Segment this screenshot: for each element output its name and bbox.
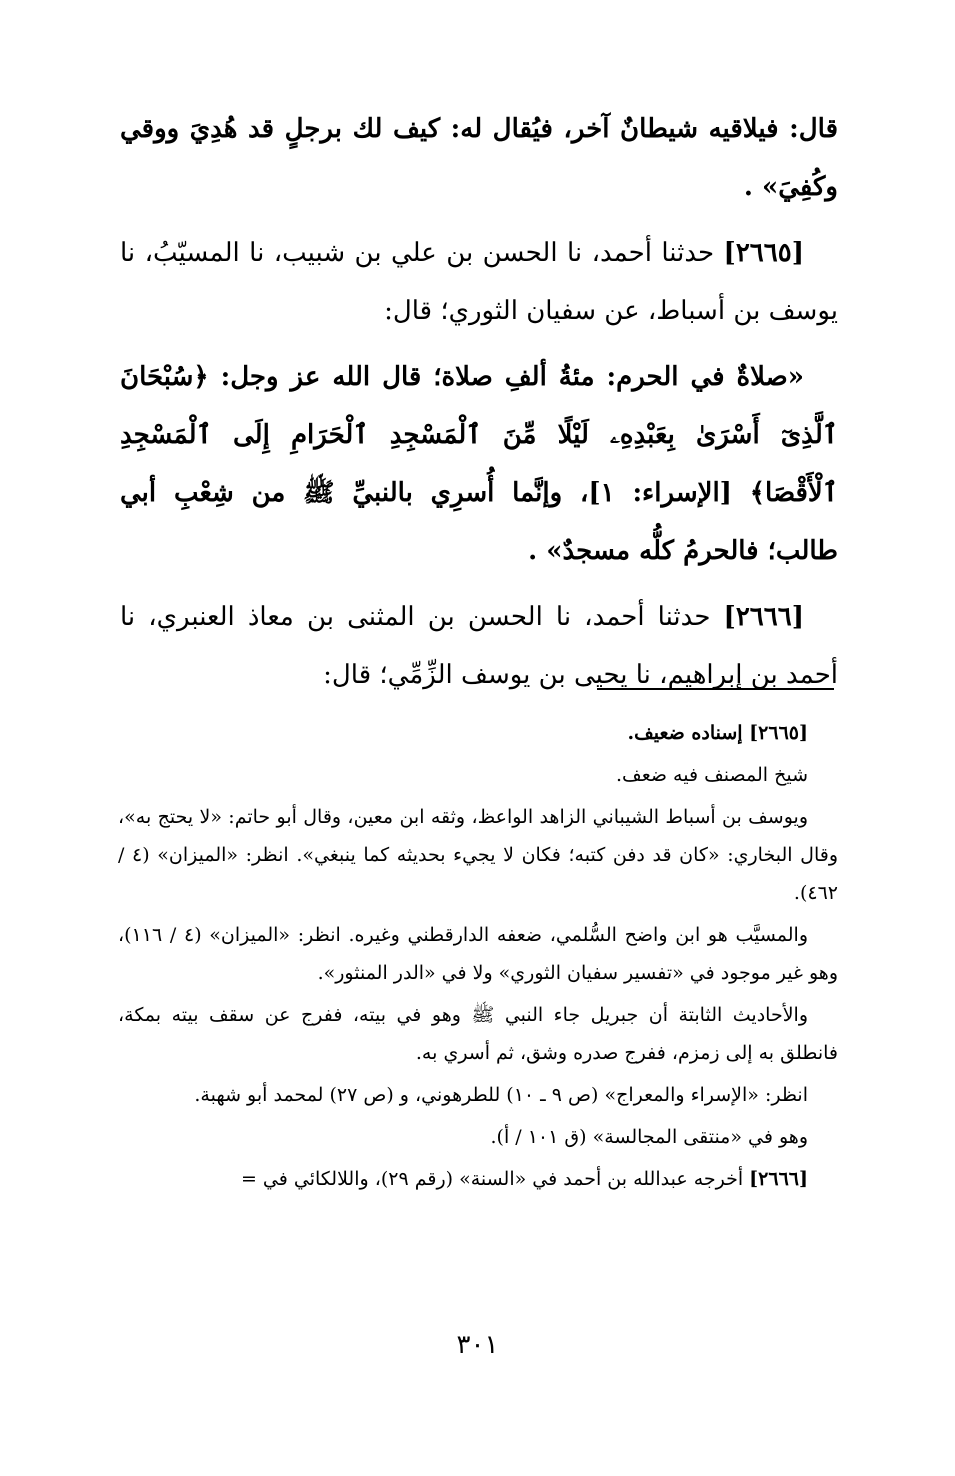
footnote-separator [597, 688, 834, 690]
footnote-line: انظر: «الإسراء والمعراج» (ص ٩ ـ ١٠) للطرهوني، و (ص ٢٧) لمحمد أبو شهبة. [194, 1084, 808, 1106]
footnote-line: والأحاديث الثابتة أن جبريل جاء النبي ﷺ وهو في بيته، ففرج عن سقف بيته بمكة، فانطلق به إلى زمزم، ففرج صدره وشق، ثم أسري به. [118, 1004, 838, 1064]
footnote-line: وهو في «منتقى المجالسة» (ق ١٠١ / أ). [490, 1126, 808, 1148]
isnad-2665: حدثنا أحمد، نا الحسن بن علي بن شبيب، نا المسيّبُ، نا يوسف بن أسباط، عن سفيان الثوري؛ قال: [120, 238, 838, 326]
footnote-2666-number: [٢٦٦٦] [749, 1168, 808, 1190]
footnote-2666-text: أخرجه عبدالله بن أحمد في «السنة» (رقم ٢٩)، واللالكائي في = [240, 1168, 750, 1190]
footnote-2666 [118, 1160, 838, 1198]
footnote-2665-head: [٢٦٦٥] إسناده ضعيف. [627, 722, 808, 744]
footnotes [118, 714, 838, 1202]
hadith-number-2666: [٢٦٦٦] [723, 602, 804, 632]
matn-2665-b: [الإسراء: ١]، وإنَّما أُسرِي بالنبيِّ ﷺ من شِعْبِ أبي طالب؛ فالحرمُ كلُّه مسجدٌ» . [120, 478, 838, 566]
isnad-2666: حدثنا أحمد، نا الحسن بن المثنى بن معاذ العنبري، نا أحمد بن إبراهيم، نا يحيى بن يوسف الزِّمِّي؛ قال: [120, 602, 838, 690]
footnote-line: والمسيَّب هو ابن واضح السُّلمي، ضعفه الدارقطني وغيره. انظر: «الميزان» (٤ / ١١٦)، وهو غير موجود في «تفسير سفيان الثوري» ولا في «الدر المنثور». [118, 924, 838, 984]
matn-2665-a: «صلاةٌ في الحرم: مئةُ ألفِ صلاة؛ قال الله عز وجل: ﴿سُبْحَانَ ٱلَّذِىٓ أَسْرَىٰ بِعَبْدِهِۦ لَيْلًا مِّنَ ٱلْمَسْجِدِ ٱلْحَرَامِ إِلَى ٱلْمَسْجِدِ ٱلْأَقْصَا﴾ [120, 362, 838, 508]
main-paragraph-2 [120, 224, 838, 340]
hadith-number-2665: [٢٦٦٥] [723, 238, 804, 268]
page-number: ٣٠١ [456, 1330, 499, 1360]
footnote-line: ويوسف بن أسباط الشيباني الزاهد الواعظ، وثقه ابن معين، وقال أبو حاتم: «لا يحتج به»، وقال البخاري: «كان قد دفن كتبه؛ فكان لا يجيء بحديثه كما ينبغي». انظر: «الميزان» (٤ / ٤٦٢). [118, 806, 838, 904]
footnote-line: شيخ المصنف فيه ضعف. [616, 764, 808, 786]
main-paragraph-4 [120, 588, 838, 704]
main-paragraph-3 [120, 348, 838, 580]
main-text [120, 100, 838, 712]
main-paragraph-1: قال: فيلاقيه شيطانٌ آخر، فيُقال له: كيف لك برجلٍ قد هُدِيَ ووقي وكُفِيَ» . [120, 114, 838, 202]
